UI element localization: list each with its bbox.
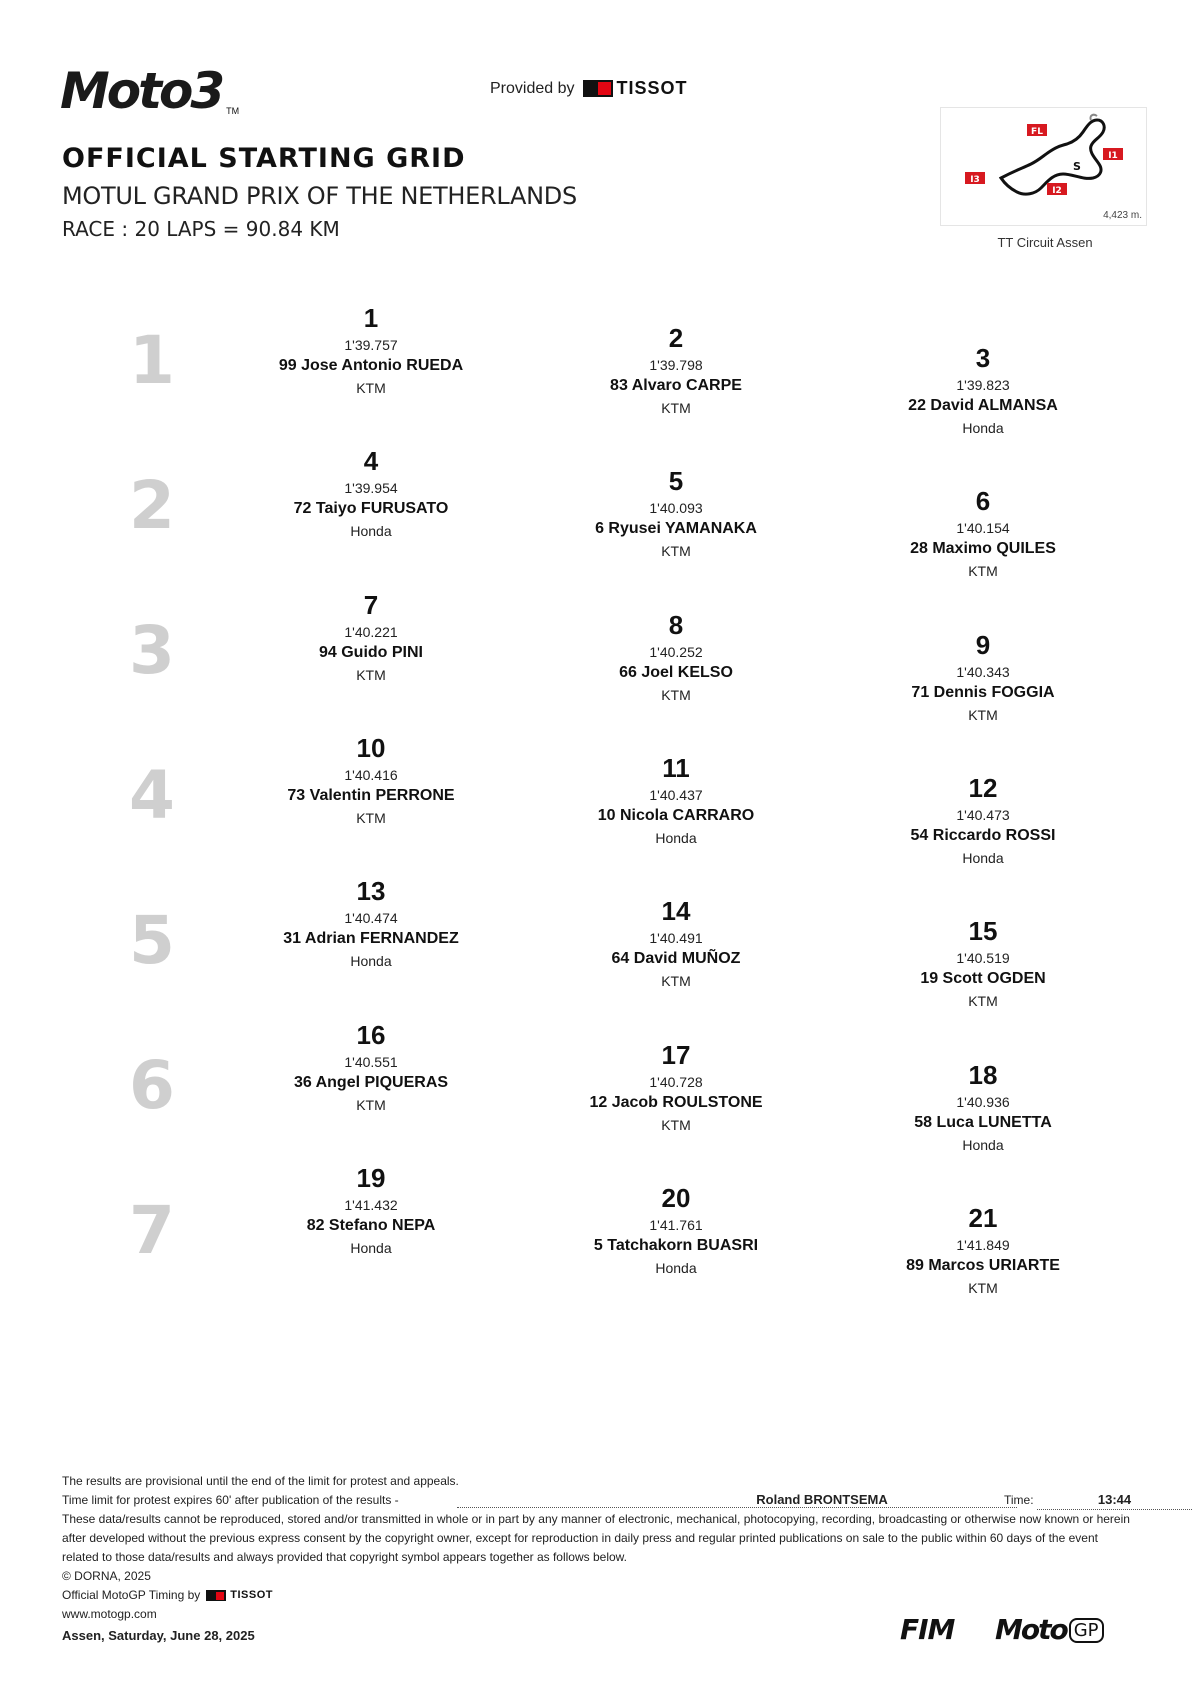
lap-time: 1'40.416	[344, 767, 398, 783]
lap-time: 1'40.473	[956, 807, 1010, 823]
grid-slot	[858, 486, 1108, 582]
grid-position: 10	[356, 733, 386, 763]
lap-time: 1'41.432	[344, 1197, 398, 1213]
lap-time: 1'40.093	[649, 500, 703, 516]
grid-slot	[551, 610, 801, 706]
grid-slot	[551, 323, 801, 419]
lap-time: 1'40.728	[649, 1074, 703, 1090]
grid-position: 16	[356, 1020, 386, 1050]
race-info: RACE : 20 LAPS = 90.84 KM	[62, 217, 340, 241]
manufacturer: KTM	[661, 1117, 691, 1133]
manufacturer: Honda	[962, 1137, 1004, 1153]
marker-fl: FL	[1031, 127, 1043, 137]
grid-position: 18	[968, 1060, 998, 1090]
time-label: Time:	[1004, 1493, 1034, 1507]
rider-name: 54 Riccardo ROSSI	[910, 827, 1056, 844]
grid-position: 21	[968, 1203, 998, 1233]
lap-time: 1'39.823	[956, 377, 1010, 393]
grid-slot	[858, 343, 1108, 439]
rider-name: 66 Joel KELSO	[619, 664, 733, 681]
motogp-logo-gp: GP	[1069, 1618, 1104, 1643]
manufacturer: KTM	[968, 993, 998, 1009]
rider-name: 89 Marcos URIARTE	[906, 1257, 1060, 1274]
manufacturer: KTM	[661, 400, 691, 416]
rider-name: 82 Stefano NEPA	[306, 1217, 436, 1234]
page-title: OFFICIAL STARTING GRID	[62, 143, 466, 174]
grid-row-number: 1	[129, 322, 175, 399]
grid-position: 12	[968, 773, 998, 803]
grid-position: 8	[668, 610, 684, 640]
rider-name: 19 Scott OGDEN	[920, 970, 1046, 987]
tissot-name: TISSOT	[230, 1589, 274, 1601]
manufacturer: KTM	[661, 543, 691, 559]
manufacturer: Honda	[962, 420, 1004, 436]
rider-name: 6 Ryusei YAMANAKA	[595, 520, 757, 537]
lap-time: 1'40.551	[344, 1054, 398, 1070]
grid-slot	[246, 303, 496, 399]
grid-position: 5	[668, 466, 684, 496]
trademark-mark: TM	[226, 106, 240, 116]
grid-slot	[858, 773, 1108, 869]
provided-by	[490, 78, 688, 99]
moto3-logo-text: Moto3	[60, 62, 223, 120]
grid-slot	[551, 1183, 801, 1279]
grid-slot	[858, 1060, 1108, 1156]
grid-position: 11	[662, 753, 690, 783]
grid-position: 15	[968, 916, 998, 946]
marker-i1: I1	[1108, 151, 1118, 161]
protest-line	[62, 1491, 1132, 1510]
manufacturer: Honda	[350, 523, 392, 539]
grid-row-number: 5	[129, 902, 175, 979]
grid-row-number: 4	[129, 757, 175, 834]
lap-time: 1'39.798	[649, 357, 703, 373]
rider-name: 72 Taiyo FURUSATO	[293, 500, 449, 517]
lap-time: 1'40.474	[344, 910, 398, 926]
provided-by-label: Provided by	[490, 79, 575, 97]
grid-slot	[551, 753, 801, 849]
lap-time: 1'40.519	[956, 950, 1010, 966]
event-date: Assen, Saturday, June 28, 2025	[62, 1628, 255, 1643]
lap-time: 1'41.761	[649, 1217, 703, 1233]
manufacturer: KTM	[356, 1097, 386, 1113]
rider-name: 58 Luca LUNETTA	[914, 1114, 1052, 1131]
motogp-logo	[995, 1613, 1104, 1646]
lap-time: 1'40.252	[649, 644, 703, 660]
event-name: MOTUL GRAND PRIX OF THE NETHERLANDS	[62, 182, 577, 210]
rider-name: 22 David ALMANSA	[908, 397, 1058, 414]
copyright: © DORNA, 2025	[62, 1569, 151, 1583]
rider-name: 64 David MUÑOZ	[611, 950, 741, 967]
marker-i2: I2	[1052, 186, 1062, 196]
lap-time: 1'40.221	[344, 624, 398, 640]
grid-slot	[246, 446, 496, 542]
race-director-name: Roland BRONTSEMA	[756, 1492, 888, 1507]
grid-slot	[858, 916, 1108, 1012]
grid-row-number: 2	[129, 467, 175, 544]
rider-name: 12 Jacob ROULSTONE	[589, 1094, 763, 1111]
rider-name: 83 Alvaro CARPE	[610, 377, 742, 394]
grid-slot	[246, 1020, 496, 1116]
grid-position: 2	[668, 323, 684, 353]
manufacturer: KTM	[968, 563, 998, 579]
lap-time: 1'40.343	[956, 664, 1010, 680]
grid-position: 1	[363, 303, 379, 333]
manufacturer: Honda	[962, 850, 1004, 866]
tissot-logo	[583, 78, 688, 99]
motogp-logo-text: Moto	[995, 1613, 1067, 1646]
grid-slot	[551, 1040, 801, 1136]
grid-position: 7	[363, 590, 379, 620]
rider-name: 36 Angel PIQUERAS	[293, 1074, 449, 1091]
manufacturer: KTM	[968, 707, 998, 723]
lap-time: 1'41.849	[956, 1237, 1010, 1253]
rider-name: 31 Adrian FERNANDEZ	[283, 930, 459, 947]
lap-time: 1'40.491	[649, 930, 703, 946]
fim-logo: FIM	[900, 1613, 955, 1646]
grid-slot	[858, 630, 1108, 726]
grid-slot	[246, 1163, 496, 1259]
circuit-name: TT Circuit Assen	[997, 235, 1093, 250]
lap-time: 1'39.954	[344, 480, 398, 496]
timing-credit	[62, 1586, 1132, 1605]
website-link[interactable]: www.motogp.com	[62, 1607, 157, 1621]
protest-limit: Time limit for protest expires 60' after publication of the results -	[62, 1493, 399, 1507]
rider-name: 73 Valentin PERRONE	[287, 787, 455, 804]
footer	[62, 1472, 1132, 1645]
grid-row-number: 3	[129, 612, 175, 689]
tissot-logo-small	[206, 1586, 273, 1605]
timing-label: Official MotoGP Timing by	[62, 1588, 201, 1602]
marker-start: S	[1073, 160, 1081, 173]
manufacturer: KTM	[661, 973, 691, 989]
lap-time: 1'40.437	[649, 787, 703, 803]
grid-position: 19	[356, 1163, 386, 1193]
rider-name: 94 Guido PINI	[318, 644, 423, 661]
rider-name: 5 Tatchakorn BUASRI	[593, 1237, 759, 1254]
grid-slot	[551, 466, 801, 562]
grid-position: 20	[661, 1183, 691, 1213]
grid-position: 3	[975, 343, 991, 373]
time-value: 13:44	[1037, 1490, 1192, 1510]
grid-position: 9	[975, 630, 991, 660]
grid-row-number: 6	[129, 1047, 175, 1124]
moto3-logo	[60, 62, 285, 120]
manufacturer: KTM	[661, 687, 691, 703]
grid-slot	[246, 590, 496, 686]
lap-time: 1'39.757	[344, 337, 398, 353]
grid-row-number: 7	[129, 1192, 175, 1269]
grid-position: 6	[975, 486, 991, 516]
track-map	[940, 107, 1147, 226]
manufacturer: KTM	[356, 810, 386, 826]
track-map-icon	[941, 108, 1146, 225]
grid-position: 14	[661, 896, 691, 926]
tissot-cross-icon	[583, 80, 613, 97]
tissot-name: TISSOT	[616, 78, 688, 98]
lap-time: 1'40.936	[956, 1094, 1010, 1110]
manufacturer: Honda	[350, 1240, 392, 1256]
manufacturer: KTM	[968, 1280, 998, 1296]
lap-time: 1'40.154	[956, 520, 1010, 536]
grid-slot	[551, 896, 801, 992]
grid-slot	[858, 1203, 1108, 1299]
marker-i3: I3	[970, 175, 980, 185]
manufacturer: Honda	[655, 1260, 697, 1276]
manufacturer: Honda	[350, 953, 392, 969]
tissot-cross-icon	[206, 1590, 226, 1601]
grid-position: 4	[363, 446, 379, 476]
provisional-notice: The results are provisional until the end of the limit for protest and appeals.	[62, 1474, 459, 1488]
rider-name: 28 Maximo QUILES	[910, 540, 1056, 557]
manufacturer: Honda	[655, 830, 697, 846]
grid-position: 13	[356, 876, 386, 906]
rider-name: 10 Nicola CARRARO	[597, 807, 755, 824]
manufacturer: KTM	[356, 380, 386, 396]
copyright-disclaimer: These data/results cannot be reproduced, stored and/or transmitted in whole or in part by any manner of electronic, mechanical, photocopying, recording, broadcasting or otherwise now known or herein after developed without the previous express consent by the copyright owner, except for reproduction in daily press and regular printed publications on sale to the public within 60 days of the event related to those data/results and always provided that copyright symbol appears together as follows below.	[62, 1512, 1130, 1564]
manufacturer: KTM	[356, 667, 386, 683]
rider-name: 71 Dennis FOGGIA	[911, 684, 1055, 701]
grid-slot	[246, 733, 496, 829]
grid-slot	[246, 876, 496, 972]
grid-position: 17	[661, 1040, 691, 1070]
rider-name: 99 Jose Antonio RUEDA	[278, 357, 464, 374]
track-length: 4,423 m.	[1103, 210, 1142, 221]
